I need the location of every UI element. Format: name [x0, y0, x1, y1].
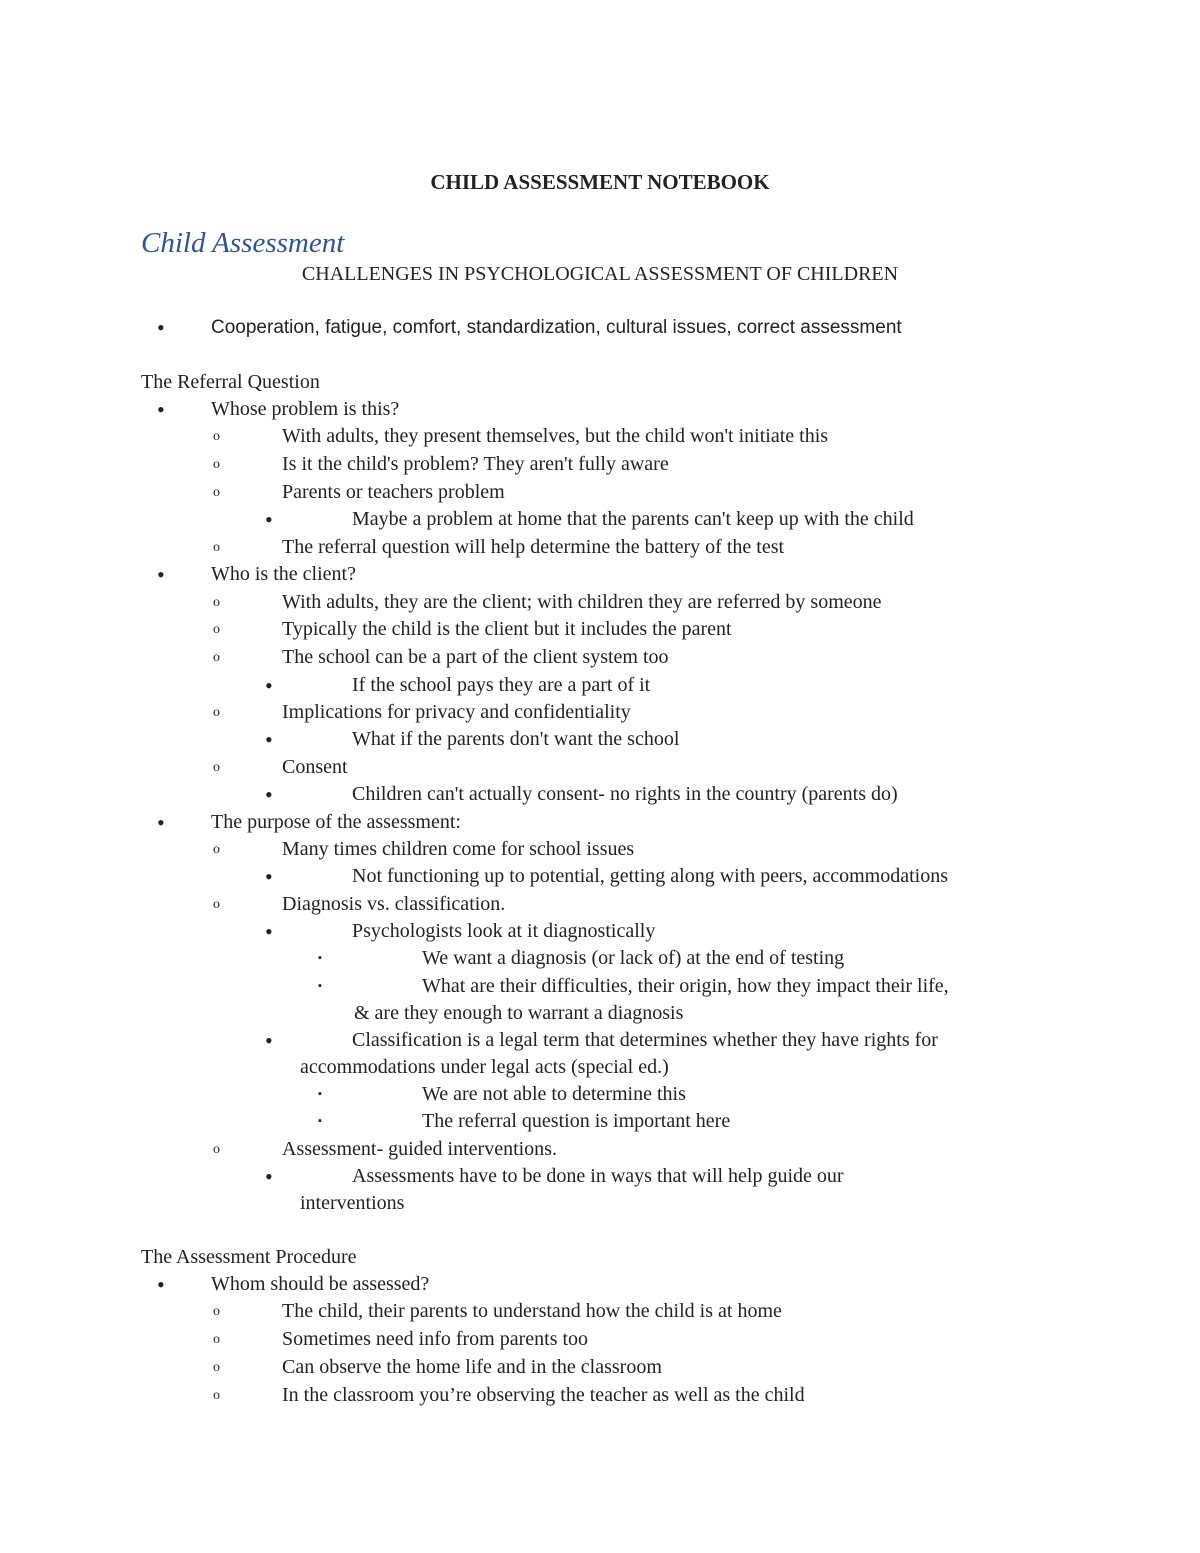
- outline-text: Is it the child's problem? They aren't fully aware: [282, 453, 669, 475]
- outline-line: [0, 589, 1200, 617]
- bullet-marker: •: [265, 727, 273, 752]
- bullet-marker: •: [265, 919, 273, 944]
- circle-marker: o: [213, 429, 220, 444]
- square-marker: ▪: [318, 952, 322, 964]
- circle-marker: o: [213, 842, 220, 857]
- outline-line: [0, 1054, 1200, 1082]
- outline-text: Sometimes need info from parents too: [282, 1328, 589, 1350]
- outline-text: We want a diagnosis (or lack of) at the end of testing: [422, 947, 845, 969]
- circle-marker: o: [213, 540, 220, 555]
- circle-marker: o: [213, 595, 220, 610]
- bullet-marker: •: [157, 810, 165, 835]
- circle-marker: o: [213, 650, 220, 665]
- circle-marker: o: [213, 1360, 220, 1375]
- outline-text: Typically the child is the client but it includes the parent: [282, 618, 732, 640]
- outline-text: The purpose of the assessment:: [211, 811, 461, 833]
- circle-marker: o: [213, 485, 220, 500]
- outline-text: accommodations under legal acts (special ed.): [300, 1056, 669, 1078]
- outline-line: [0, 369, 1200, 397]
- outline-text: With adults, they are the client; with children they are referred by someone: [282, 591, 882, 613]
- outline-text: Diagnosis vs. classification.: [282, 893, 506, 915]
- outline-text: Whose problem is this?: [211, 398, 400, 420]
- outline-text: interventions: [300, 1192, 405, 1214]
- square-marker: ▪: [318, 1088, 322, 1100]
- bullet-marker: •: [265, 1028, 273, 1053]
- outline-line: [0, 672, 1200, 700]
- outline-line: [0, 754, 1200, 782]
- outline-text: Who is the client?: [211, 563, 356, 585]
- bullet-marker: •: [157, 1272, 165, 1297]
- outline-line: [0, 451, 1200, 479]
- outline-text: The child, their parents to understand how the child is at home: [282, 1300, 782, 1322]
- bullet-marker: •: [157, 397, 165, 422]
- outline-text: Can observe the home life and in the classroom: [282, 1356, 662, 1378]
- outline-line: [0, 1081, 1200, 1109]
- outline-line: [0, 726, 1200, 754]
- outline-text: Children can't actually consent- no rights in the country (parents do): [352, 783, 898, 805]
- document-title: CHILD ASSESSMENT NOTEBOOK: [430, 170, 770, 194]
- outline-line: [0, 314, 1200, 342]
- outline-text: The referral question is important here: [422, 1110, 731, 1132]
- outline-text: Whom should be assessed?: [211, 1273, 430, 1295]
- outline-line: [0, 396, 1200, 424]
- outline-line: [0, 836, 1200, 864]
- circle-marker: o: [213, 897, 220, 912]
- outline-text: Parents or teachers problem: [282, 481, 505, 503]
- outline-line: [0, 644, 1200, 672]
- outline-text: Many times children come for school issues: [282, 838, 635, 860]
- bullet-marker: •: [157, 315, 165, 340]
- section-subtitle: CHALLENGES IN PSYCHOLOGICAL ASSESSMENT OF CHILDREN: [301, 263, 899, 285]
- outline-line: [0, 973, 1200, 1001]
- outline-line: [0, 809, 1200, 837]
- subheading-assessment-procedure: The Assessment Procedure: [141, 1246, 357, 1268]
- outline-text: Cooperation, fatigue, comfort, standardization, cultural issues, correct assessment: [211, 317, 902, 338]
- outline-line: [0, 506, 1200, 534]
- outline-text: With adults, they present themselves, but the child won't initiate this: [282, 425, 829, 447]
- square-marker: ▪: [318, 980, 322, 992]
- outline-line: [0, 1000, 1200, 1028]
- section-heading: Child Assessment: [141, 227, 345, 259]
- outline-line: [0, 1190, 1200, 1218]
- outline-line: [0, 479, 1200, 507]
- outline-text: Consent: [282, 756, 348, 778]
- circle-marker: o: [213, 622, 220, 637]
- circle-marker: o: [213, 1142, 220, 1157]
- bullet-marker: •: [265, 673, 273, 698]
- outline-line: [0, 616, 1200, 644]
- outline-line: [0, 1244, 1200, 1272]
- outline-text: Assessments have to be done in ways that will help guide our: [352, 1165, 844, 1187]
- outline-line: [0, 891, 1200, 919]
- subheading-referral-question: The Referral Question: [141, 371, 320, 393]
- outline-text: The referral question will help determine the battery of the test: [282, 536, 785, 558]
- outline-line: [0, 918, 1200, 946]
- outline-text: Psychologists look at it diagnostically: [352, 920, 656, 942]
- bullet-marker: •: [157, 562, 165, 587]
- outline-line: [0, 781, 1200, 809]
- outline-text: & are they enough to warrant a diagnosis: [354, 1002, 684, 1024]
- outline-line: [0, 1271, 1200, 1299]
- outline-text: What if the parents don't want the school: [352, 728, 680, 750]
- outline-line: [0, 863, 1200, 891]
- outline-text: What are their difficulties, their origin, how they impact their life,: [422, 975, 949, 997]
- outline-line: [0, 534, 1200, 562]
- outline-line: [0, 1382, 1200, 1410]
- outline-line: [0, 1354, 1200, 1382]
- square-marker: ▪: [318, 1115, 322, 1127]
- outline-line: [0, 1108, 1200, 1136]
- outline-line: [0, 699, 1200, 727]
- outline-line: [0, 1027, 1200, 1055]
- outline-text: Maybe a problem at home that the parents can't keep up with the child: [352, 508, 914, 530]
- bullet-marker: •: [265, 782, 273, 807]
- outline-line: [0, 1163, 1200, 1191]
- circle-marker: o: [213, 1304, 220, 1319]
- circle-marker: o: [213, 705, 220, 720]
- outline-line: [0, 1298, 1200, 1326]
- outline-text: Assessment- guided interventions.: [282, 1138, 557, 1160]
- outline-line: [0, 1136, 1200, 1164]
- outline-text: Classification is a legal term that determines whether they have rights for: [352, 1029, 938, 1051]
- bullet-marker: •: [265, 507, 273, 532]
- outline-line: [0, 561, 1200, 589]
- outline-text: In the classroom you’re observing the teacher as well as the child: [282, 1384, 805, 1406]
- outline-text: Not functioning up to potential, getting along with peers, accommodations: [352, 865, 948, 887]
- outline-text: The school can be a part of the client system too: [282, 646, 669, 668]
- outline-line: [0, 945, 1200, 973]
- outline-line: [0, 423, 1200, 451]
- outline-text: We are not able to determine this: [422, 1083, 686, 1105]
- circle-marker: o: [213, 1388, 220, 1403]
- outline-text: If the school pays they are a part of it: [352, 674, 651, 696]
- outline-line: [0, 1326, 1200, 1354]
- circle-marker: o: [213, 457, 220, 472]
- circle-marker: o: [213, 760, 220, 775]
- circle-marker: o: [213, 1332, 220, 1347]
- bullet-marker: •: [265, 864, 273, 889]
- bullet-marker: •: [265, 1164, 273, 1189]
- outline-text: Implications for privacy and confidentiality: [282, 701, 631, 723]
